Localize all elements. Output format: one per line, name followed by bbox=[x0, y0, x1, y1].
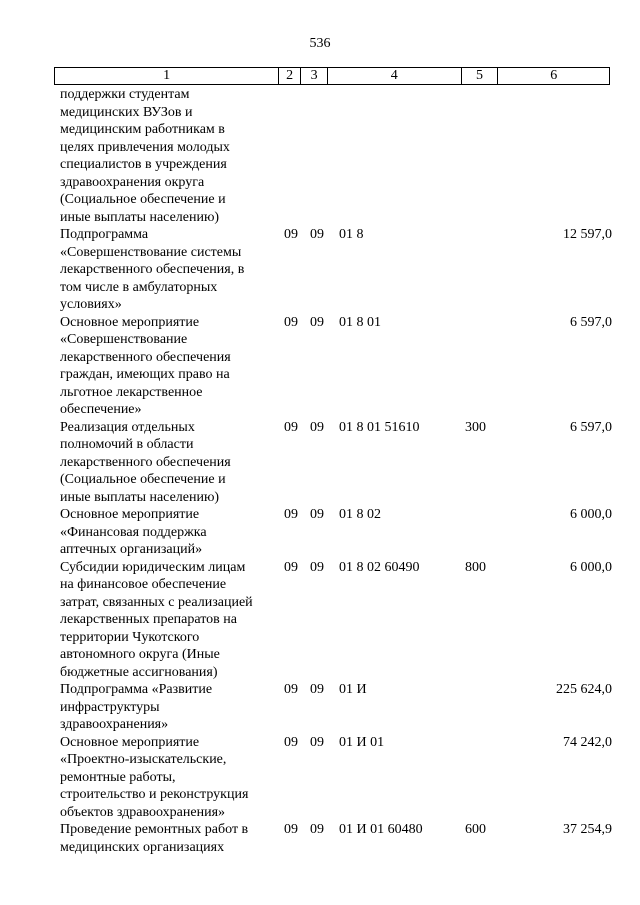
row-amount: 6 597,0 bbox=[570, 314, 612, 330]
row-description: поддержки студентам медицинских ВУЗов и медицинским работникам в целях привлечения молодых специалистов в учреждения здравоохранения округа (Социальное обеспечение и иные выплаты населению) bbox=[60, 87, 230, 225]
row-target-code: 01 8 02 bbox=[339, 507, 381, 522]
row-section: 09 bbox=[284, 734, 298, 750]
row-amount: 12 597,0 bbox=[563, 227, 612, 242]
row-expense-type: 600 bbox=[465, 822, 486, 837]
header-col-6: 6 bbox=[550, 68, 558, 83]
header-col-1: 1 bbox=[55, 68, 279, 84]
row-subsection: 09 bbox=[310, 314, 324, 330]
table-row bbox=[60, 226, 612, 314]
row-subsection: 09 bbox=[310, 822, 324, 837]
table-row bbox=[60, 314, 612, 419]
row-amount: 6 597,0 bbox=[570, 419, 612, 435]
row-target-code: 01 8 bbox=[339, 227, 364, 242]
row-description: Основное мероприятие «Совершенствование лекарственного обеспечения граждан, имеющих право на льготное лекарственное обеспечение» bbox=[60, 314, 231, 417]
table-row bbox=[60, 681, 612, 734]
table-row bbox=[60, 734, 612, 822]
header-col-3: 3 bbox=[301, 68, 328, 84]
row-section: 09 bbox=[284, 227, 298, 242]
table-row bbox=[60, 821, 612, 856]
row-subsection: 09 bbox=[310, 559, 324, 575]
row-subsection: 09 bbox=[310, 227, 324, 242]
row-amount: 37 254,9 bbox=[563, 822, 612, 837]
table-row bbox=[60, 559, 612, 682]
row-section: 09 bbox=[284, 682, 298, 697]
row-section: 09 bbox=[284, 822, 298, 837]
row-subsection: 09 bbox=[310, 419, 324, 435]
row-description: Подпрограмма «Развитие инфраструктуры здравоохранения» bbox=[60, 682, 213, 732]
row-section: 09 bbox=[284, 559, 298, 575]
page-number: 536 bbox=[309, 36, 331, 51]
row-subsection: 09 bbox=[310, 682, 324, 697]
row-expense-type: 800 bbox=[465, 559, 486, 575]
table-row bbox=[60, 419, 612, 507]
row-description: Основное мероприятие «Финансовая поддержка аптечных организаций» bbox=[60, 507, 207, 557]
header-col-5: 5 bbox=[462, 68, 499, 84]
row-target-code: 01 8 01 51610 bbox=[339, 419, 420, 435]
row-subsection: 09 bbox=[310, 507, 324, 522]
row-description: Основное мероприятие «Проектно-изыскательские, ремонтные работы, строительство и реконструкция объектов здравоохранения» bbox=[60, 734, 249, 820]
row-amount: 6 000,0 bbox=[570, 507, 612, 522]
row-description: Реализация отдельных полномочий в области лекарственного обеспечения (Социальное обеспечение и иные выплаты населению) bbox=[60, 419, 231, 505]
row-description: Субсидии юридическим лицам на финансовое обеспечение затрат, связанных с реализацией лекарственных препаратов на территории Чукотского автономного округа (Иные бюджетные ассигнования) bbox=[60, 559, 253, 680]
row-description: Подпрограмма «Совершенствование системы лекарственного обеспечения, в том числе в амбулаторных условиях» bbox=[60, 227, 245, 312]
row-expense-type: 300 bbox=[465, 419, 486, 435]
table-row bbox=[60, 506, 612, 559]
row-section: 09 bbox=[284, 507, 298, 522]
row-description: Проведение ремонтных работ в медицинских организациях bbox=[60, 822, 249, 855]
table-header bbox=[54, 67, 610, 85]
table-row bbox=[60, 86, 612, 226]
row-amount: 6 000,0 bbox=[570, 559, 612, 575]
row-target-code: 01 8 01 bbox=[339, 314, 381, 330]
row-amount: 225 624,0 bbox=[556, 682, 612, 697]
row-section: 09 bbox=[284, 419, 298, 435]
row-target-code: 01 И bbox=[339, 682, 367, 697]
row-amount: 74 242,0 bbox=[563, 734, 612, 750]
header-col-2: 2 bbox=[279, 68, 301, 84]
row-target-code: 01 И 01 60480 bbox=[339, 822, 423, 837]
row-target-code: 01 8 02 60490 bbox=[339, 559, 420, 575]
row-target-code: 01 И 01 bbox=[339, 734, 385, 750]
header-col-4: 4 bbox=[328, 68, 462, 84]
row-subsection: 09 bbox=[310, 734, 324, 750]
table-body bbox=[60, 86, 612, 856]
row-section: 09 bbox=[284, 314, 298, 330]
